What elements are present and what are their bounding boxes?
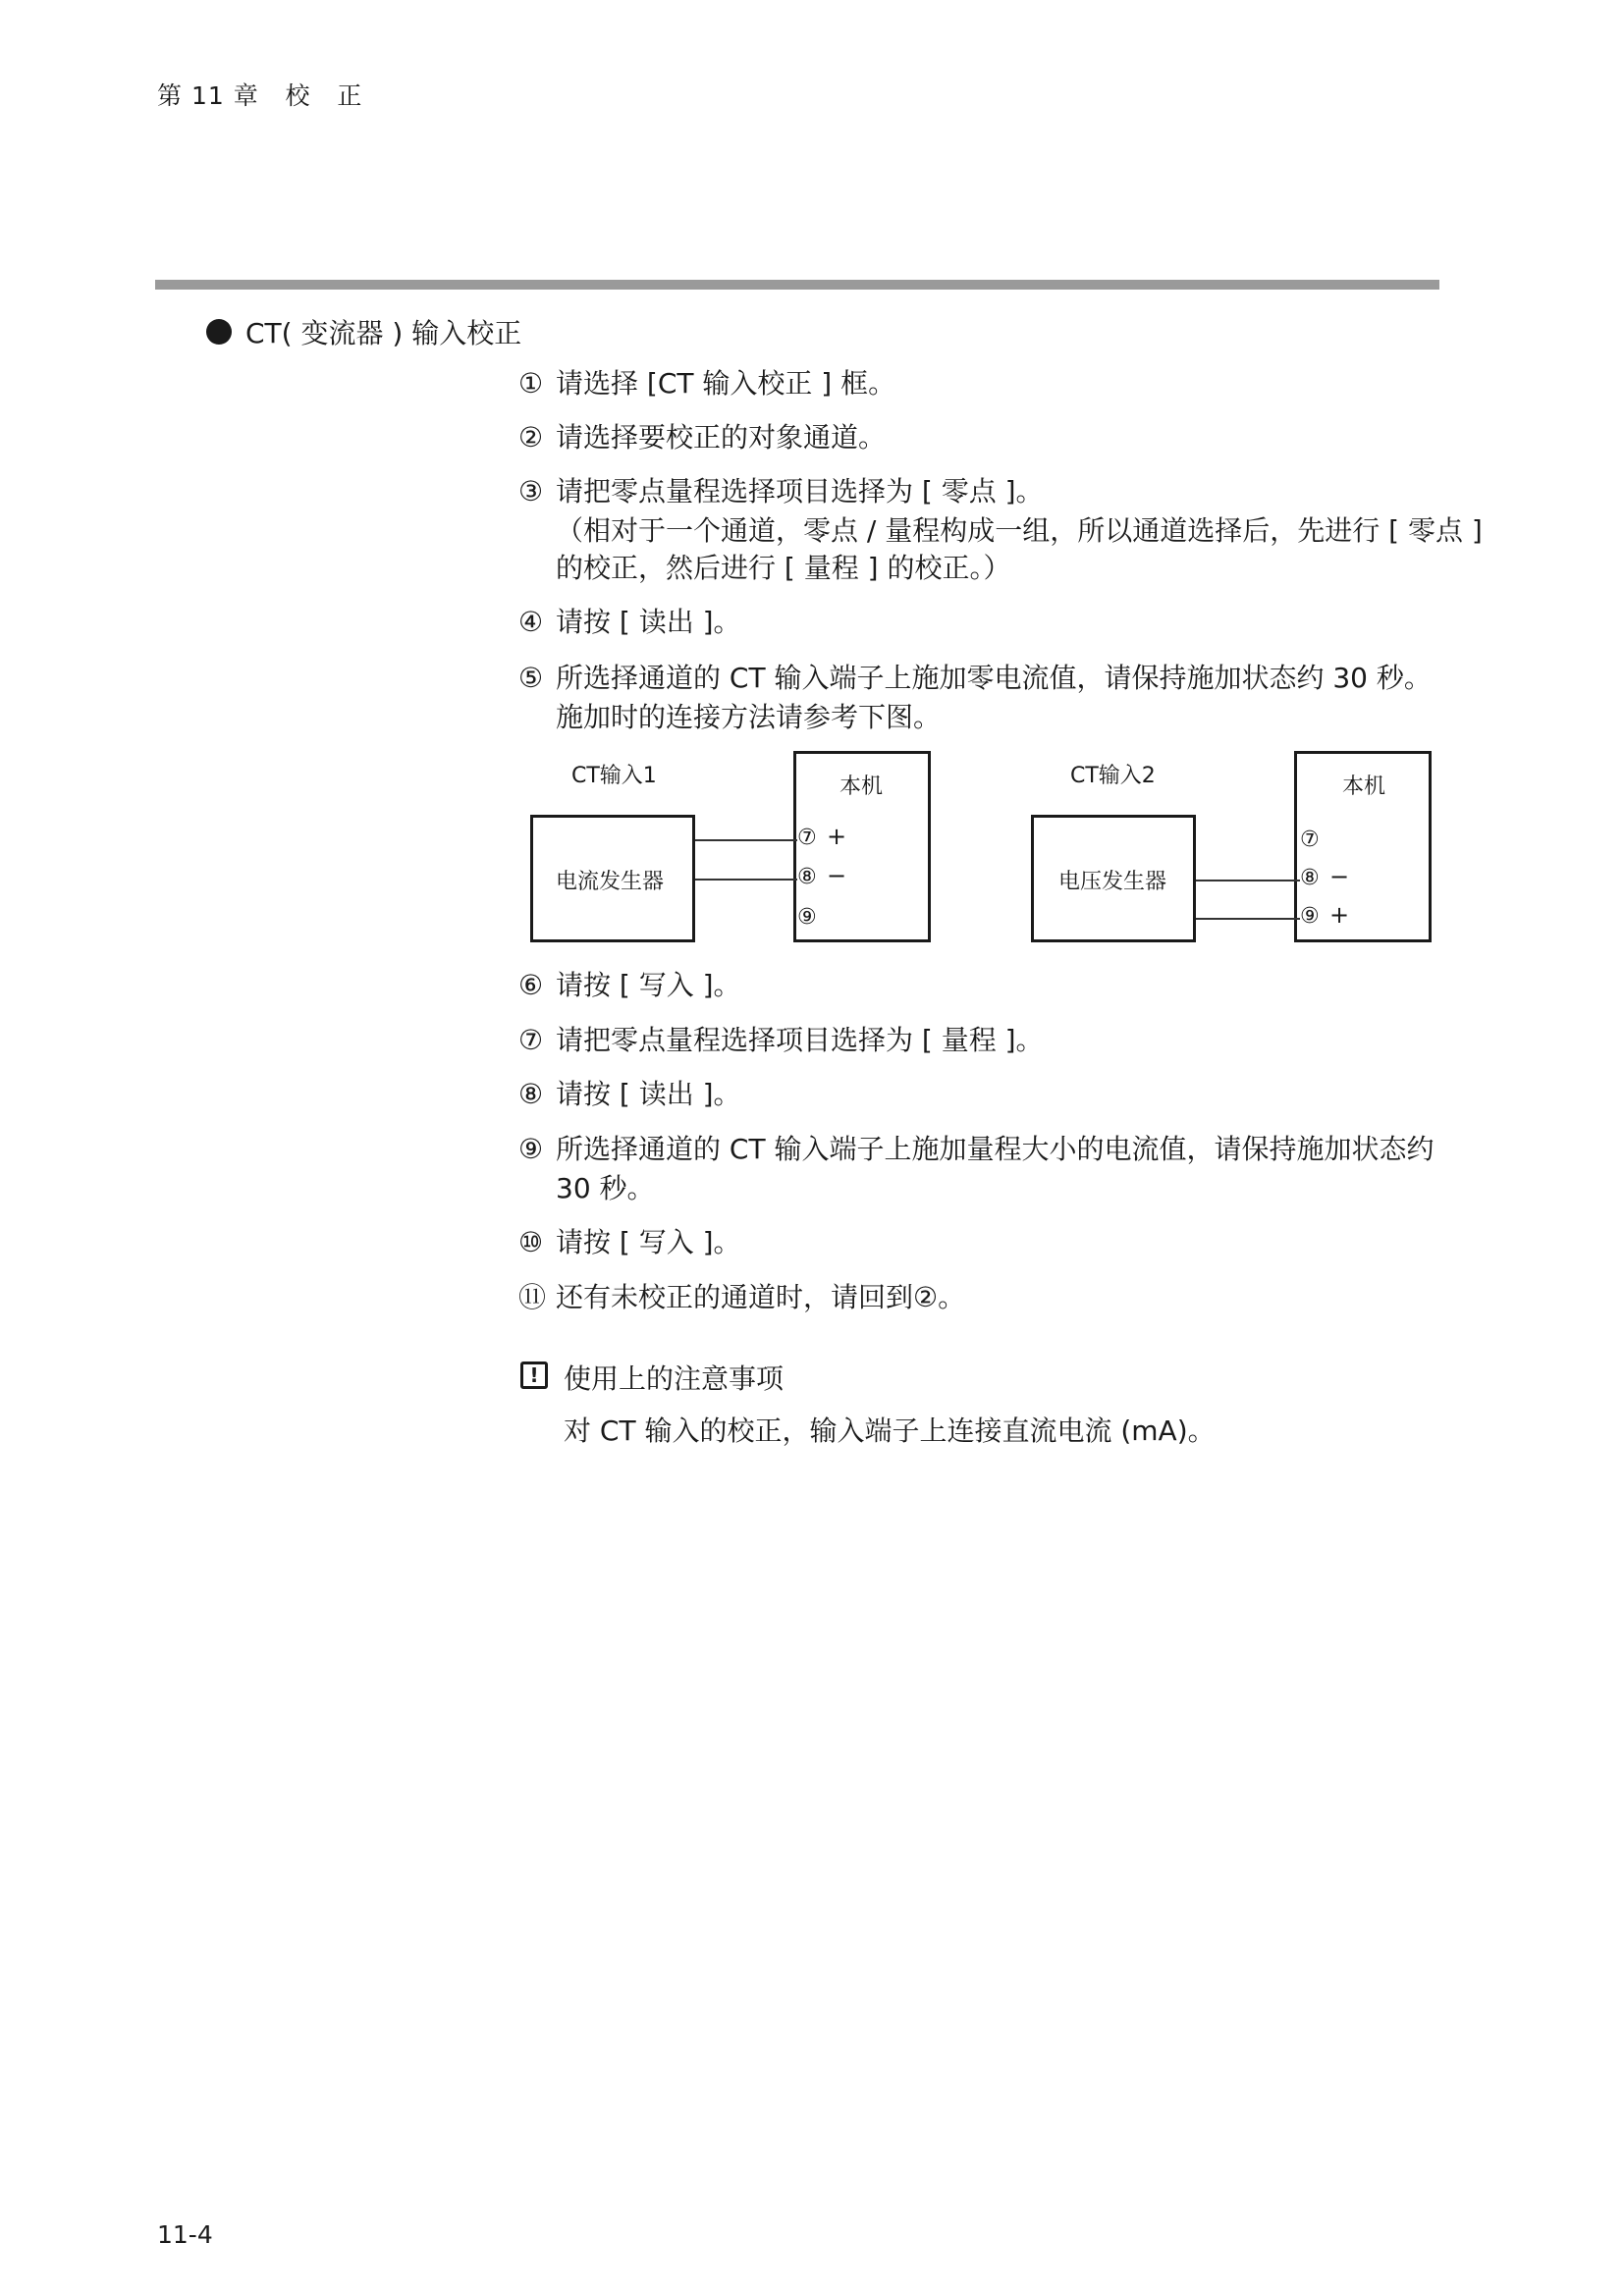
section-title: CT( 变流器 ) 输入校正 <box>245 317 522 349</box>
page-number: 11-4 <box>157 2220 213 2249</box>
step-11 <box>518 1279 1451 1315</box>
step-number: ⑧ <box>518 1078 544 1110</box>
step-number: ⑦ <box>518 1024 544 1056</box>
step-5-note-line-1: 施加时的连接方法请参考下图。 <box>556 701 942 733</box>
section-heading <box>206 312 521 351</box>
note-body: 对 CT 输入的校正，输入端子上连接直流电流 (mA)。 <box>564 1415 1216 1447</box>
step-text: 请把零点量程选择项目选择为 [ 量程 ]。 <box>556 1024 1044 1056</box>
step-number: ⑨ <box>518 1133 544 1165</box>
chapter-header: 第 11 章 校 正 <box>157 81 363 110</box>
step-3 <box>518 473 1451 509</box>
step-1 <box>518 365 1451 401</box>
terminal-9: ⑨ <box>1300 904 1320 929</box>
generator-label: 电流发生器 <box>556 870 665 894</box>
step-8 <box>518 1076 1451 1112</box>
step-number: ⑩ <box>518 1226 544 1258</box>
wire-plus <box>1196 918 1300 920</box>
step-9-note-line-1: 30 秒。 <box>556 1172 655 1204</box>
terminal-7-sign: + <box>827 823 847 850</box>
step-6 <box>518 967 1451 1003</box>
step-text: 请把零点量程选择项目选择为 [ 零点 ]。 <box>556 475 1044 507</box>
step-10 <box>518 1224 1451 1260</box>
note-title: 使用上的注意事项 <box>564 1362 785 1395</box>
step-text: 所选择通道的 CT 输入端子上施加零电流值，请保持施加状态约 30 秒。 <box>556 662 1432 694</box>
step-text: 请按 [ 读出 ]。 <box>556 1078 741 1110</box>
diagram-label: CT输入2 <box>1070 764 1156 788</box>
step-9 <box>518 1131 1451 1167</box>
wire-minus <box>695 879 797 881</box>
diagram-label: CT输入1 <box>571 764 657 788</box>
step-number: ⑪ <box>518 1281 547 1313</box>
device-label: 本机 <box>839 774 884 799</box>
step-text: 请按 [ 写入 ]。 <box>556 1226 741 1258</box>
terminal-8: ⑧ <box>1300 866 1320 890</box>
step-text: 请选择 [CT 输入校正 ] 框。 <box>556 367 896 400</box>
step-text: 请按 [ 读出 ]。 <box>556 606 741 638</box>
step-3-note-line-1: （相对于一个通道，零点 / 量程构成一组，所以通道选择后，先进行 [ 零点 ] <box>556 514 1483 547</box>
bullet-icon <box>206 319 232 345</box>
step-7 <box>518 1022 1451 1058</box>
terminal-7: ⑦ <box>797 826 817 850</box>
terminal-8: ⑧ <box>797 865 817 889</box>
step-number: ⑥ <box>518 969 544 1001</box>
step-text: 还有未校正的通道时，请回到②。 <box>556 1281 966 1313</box>
terminal-9-sign: + <box>1329 901 1350 929</box>
step-2 <box>518 419 1451 455</box>
step-text: 请选择要校正的对象通道。 <box>556 421 887 454</box>
device-label: 本机 <box>1342 774 1386 799</box>
terminal-8-sign: − <box>827 862 847 889</box>
section-rule <box>155 280 1439 290</box>
terminal-9: ⑨ <box>797 905 817 930</box>
terminal-8-sign: − <box>1329 863 1350 890</box>
generator-label: 电压发生器 <box>1058 870 1167 894</box>
step-text: 所选择通道的 CT 输入端子上施加量程大小的电流值，请保持施加状态约 <box>556 1133 1435 1165</box>
terminal-7: ⑦ <box>1300 828 1320 852</box>
step-3-note-line-2: 的校正，然后进行 [ 量程 ] 的校正。） <box>556 552 1011 584</box>
wire-plus <box>695 839 797 841</box>
step-text: 请按 [ 写入 ]。 <box>556 969 741 1001</box>
step-number: ③ <box>518 475 544 507</box>
step-4 <box>518 604 1451 640</box>
step-5 <box>518 660 1451 696</box>
caution-icon: ! <box>520 1362 548 1389</box>
step-number: ① <box>518 367 544 400</box>
step-number: ⑤ <box>518 662 544 694</box>
step-number: ④ <box>518 606 544 638</box>
wire-minus <box>1196 880 1300 881</box>
step-number: ② <box>518 421 544 454</box>
